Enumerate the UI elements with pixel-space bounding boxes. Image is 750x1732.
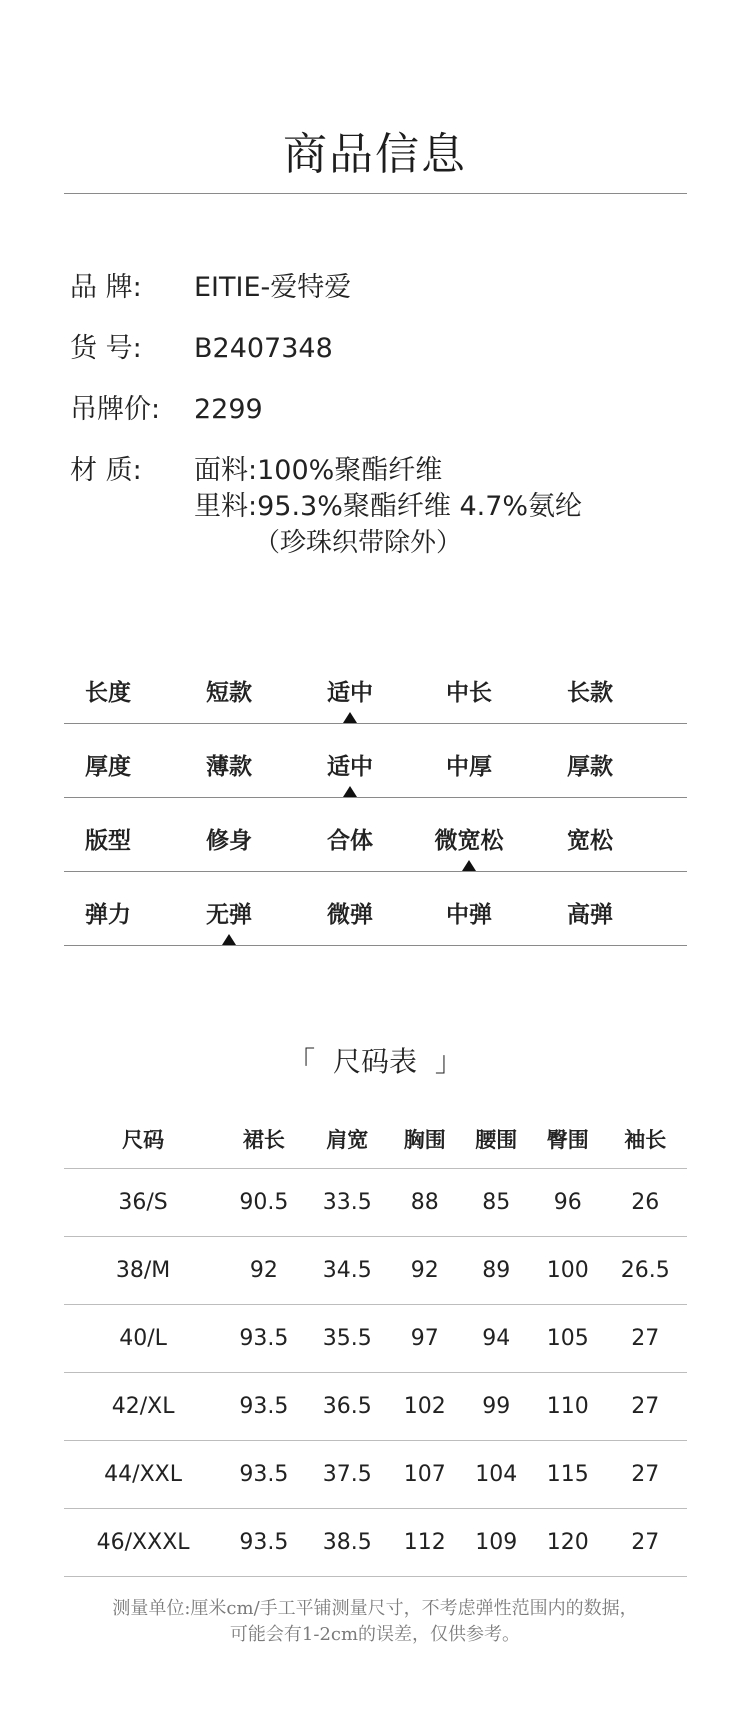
table-cell: 40/L xyxy=(64,1305,222,1373)
selected-marker-icon xyxy=(343,786,357,797)
rating-option: 无弹 xyxy=(206,902,252,928)
table-cell: 38/M xyxy=(64,1237,222,1305)
rating-row xyxy=(64,650,687,724)
info-row-item-number xyxy=(70,331,690,392)
rating-option: 长款 xyxy=(567,680,613,706)
table-cell: 93.5 xyxy=(222,1509,305,1577)
size-chart-title xyxy=(0,1040,750,1080)
rating-row xyxy=(64,724,687,798)
table-cell: 120 xyxy=(532,1509,604,1577)
size-chart-header-row xyxy=(64,1110,687,1169)
table-cell: 94 xyxy=(461,1305,533,1373)
table-cell: 93.5 xyxy=(222,1305,305,1373)
table-cell: 107 xyxy=(389,1441,461,1509)
table-cell: 97 xyxy=(389,1305,461,1373)
table-cell: 105 xyxy=(532,1305,604,1373)
table-cell: 26.5 xyxy=(604,1237,687,1305)
table-cell: 33.5 xyxy=(306,1169,389,1237)
table-row xyxy=(64,1237,687,1305)
table-cell: 100 xyxy=(532,1237,604,1305)
rating-label: 弹力 xyxy=(85,902,131,928)
size-chart-title-text: 尺码表 xyxy=(332,1045,417,1078)
material-exception: （珍珠织带除外） xyxy=(254,528,463,558)
table-cell: 110 xyxy=(532,1373,604,1441)
table-cell: 44/XXL xyxy=(64,1441,222,1509)
rating-option: 修身 xyxy=(206,828,252,854)
table-cell: 42/XL xyxy=(64,1373,222,1441)
rating-option: 中长 xyxy=(446,680,492,706)
info-label: 材 质: xyxy=(70,455,142,486)
size-chart-table xyxy=(64,1110,687,1577)
table-cell: 96 xyxy=(532,1169,604,1237)
product-info-block xyxy=(70,270,690,593)
size-chart-header-cell: 臀围 xyxy=(532,1110,604,1169)
info-value: EITIE-爱特爱 xyxy=(194,272,352,303)
table-row xyxy=(64,1509,687,1577)
rating-option: 中弹 xyxy=(446,902,492,928)
rating-option: 合体 xyxy=(327,828,373,854)
selected-marker-icon xyxy=(462,860,476,871)
rating-option: 短款 xyxy=(206,680,252,706)
table-cell: 112 xyxy=(389,1509,461,1577)
title-bracket-open: 「 xyxy=(287,1045,316,1078)
table-cell: 102 xyxy=(389,1373,461,1441)
table-cell: 90.5 xyxy=(222,1169,305,1237)
table-cell: 85 xyxy=(461,1169,533,1237)
selected-marker-icon xyxy=(222,934,236,945)
rating-label: 厚度 xyxy=(85,754,131,780)
table-cell: 89 xyxy=(461,1237,533,1305)
table-cell: 115 xyxy=(532,1441,604,1509)
size-chart-header-cell: 袖长 xyxy=(604,1110,687,1169)
info-value: 2299 xyxy=(194,394,263,425)
title-divider xyxy=(64,193,687,194)
table-cell: 92 xyxy=(389,1237,461,1305)
table-cell: 36/S xyxy=(64,1169,222,1237)
table-cell: 27 xyxy=(604,1509,687,1577)
table-cell: 109 xyxy=(461,1509,533,1577)
table-cell: 27 xyxy=(604,1305,687,1373)
rating-option: 适中 xyxy=(327,680,373,706)
material-values xyxy=(194,453,582,561)
rating-option: 薄款 xyxy=(206,754,252,780)
rating-label: 版型 xyxy=(85,828,131,854)
table-cell: 34.5 xyxy=(306,1237,389,1305)
info-value: B2407348 xyxy=(194,333,333,364)
table-cell: 46/XXXL xyxy=(64,1509,222,1577)
info-label: 货 号: xyxy=(70,333,142,364)
table-cell: 93.5 xyxy=(222,1373,305,1441)
measurement-note xyxy=(0,1596,750,1648)
rating-option: 微弹 xyxy=(327,902,373,928)
table-cell: 27 xyxy=(604,1441,687,1509)
rating-option: 适中 xyxy=(327,754,373,780)
page-title: 商品信息 xyxy=(283,129,467,180)
size-chart-header-cell: 腰围 xyxy=(461,1110,533,1169)
rating-option: 厚款 xyxy=(567,754,613,780)
rating-option: 宽松 xyxy=(567,828,613,854)
table-cell: 36.5 xyxy=(306,1373,389,1441)
rating-option: 中厚 xyxy=(446,754,492,780)
table-cell: 99 xyxy=(461,1373,533,1441)
table-cell: 92 xyxy=(222,1237,305,1305)
table-cell: 27 xyxy=(604,1373,687,1441)
selected-marker-icon xyxy=(343,712,357,723)
table-row xyxy=(64,1305,687,1373)
size-chart-header-cell: 裙长 xyxy=(222,1110,305,1169)
table-cell: 104 xyxy=(461,1441,533,1509)
title-bracket-close: 」 xyxy=(434,1045,463,1078)
table-row xyxy=(64,1373,687,1441)
info-label: 吊牌价: xyxy=(70,394,161,425)
table-cell: 35.5 xyxy=(306,1305,389,1373)
rating-option: 高弹 xyxy=(567,902,613,928)
info-row-tag-price xyxy=(70,392,690,453)
info-label: 品 牌: xyxy=(70,272,142,303)
measurement-note-line: 测量单位:厘米cm/手工平铺测量尺寸，不考虑弹性范围内的数据， xyxy=(112,1598,638,1619)
table-cell: 38.5 xyxy=(306,1509,389,1577)
info-row-material xyxy=(70,453,690,593)
rating-label: 长度 xyxy=(85,680,131,706)
size-chart-body xyxy=(64,1169,687,1577)
measurement-note-line: 可能会有1-2cm的误差，仅供参考。 xyxy=(229,1624,521,1645)
size-chart-header-cell: 胸围 xyxy=(389,1110,461,1169)
table-cell: 37.5 xyxy=(306,1441,389,1509)
table-cell: 26 xyxy=(604,1169,687,1237)
rating-row xyxy=(64,798,687,872)
rating-row xyxy=(64,872,687,946)
table-row xyxy=(64,1169,687,1237)
size-chart-header-cell: 尺码 xyxy=(64,1110,222,1169)
table-row xyxy=(64,1441,687,1509)
material-lining: 里料:95.3%聚酯纤维 4.7%氨纶 xyxy=(194,491,583,522)
material-shell: 面料:100%聚酯纤维 xyxy=(194,455,443,486)
table-cell: 93.5 xyxy=(222,1441,305,1509)
size-chart-header-cell: 肩宽 xyxy=(306,1110,389,1169)
info-row-brand xyxy=(70,270,690,331)
table-cell: 88 xyxy=(389,1169,461,1237)
attribute-rating-grid xyxy=(64,650,687,946)
rating-option: 微宽松 xyxy=(434,828,504,854)
